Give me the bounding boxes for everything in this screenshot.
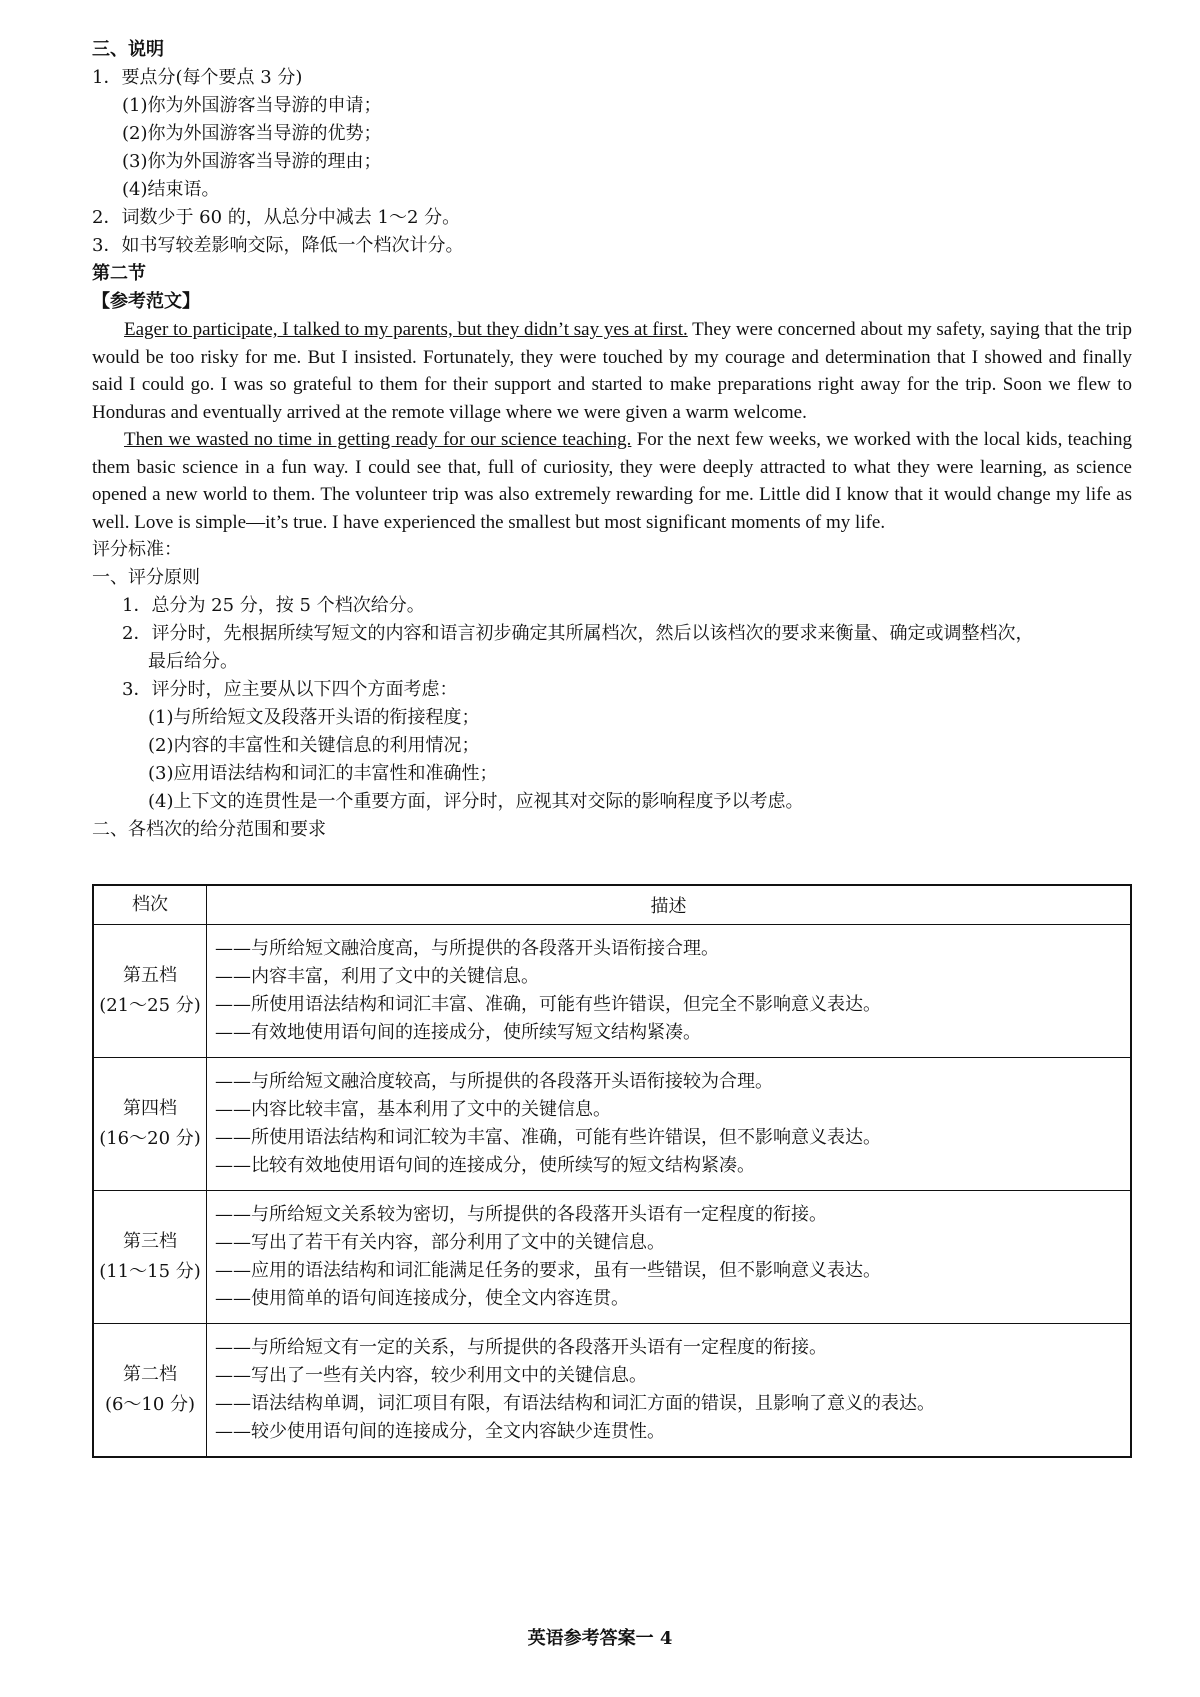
description-cell — [207, 925, 1132, 1058]
underlined-sentence: Eager to participate, I talked to my parents, but they didn’t say yes at first. — [124, 319, 688, 340]
section3-point1: 1．要点分(每个要点 3 分) — [92, 67, 303, 88]
description-line: ——与所给短文关系较为密切，与所提供的各段落开头语有一定程度的衔接。 — [215, 1204, 827, 1225]
section3-subpoint: (2)你为外国游客当导游的优势； — [122, 123, 382, 144]
level-cell — [93, 1058, 207, 1191]
section3-point3: 3．如书写较差影响交际，降低一个档次计分。 — [92, 235, 464, 256]
description-line: ——有效地使用语句间的连接成分，使所续写短文结构紧凑。 — [215, 1022, 701, 1043]
description-line: ——与所给短文有一定的关系，与所提供的各段落开头语有一定程度的衔接。 — [215, 1337, 827, 1358]
principle-3-item: (1)与所给短文及段落开头语的衔接程度； — [148, 707, 480, 728]
table-row — [93, 925, 1131, 1058]
description-line: ——与所给短文融洽度高，与所提供的各段落开头语衔接合理。 — [215, 938, 719, 959]
principle-3-item: (3)应用语法结构和词汇的丰富性和准确性； — [148, 763, 498, 784]
table-row — [93, 1058, 1131, 1191]
level-cell — [93, 1324, 207, 1458]
section3-subpoint: (3)你为外国游客当导游的理由； — [122, 151, 382, 172]
level-range: (16～20 分) — [99, 1128, 201, 1149]
description-cell — [207, 1324, 1132, 1458]
reference-paragraph-1 — [92, 316, 1132, 426]
page-footer: 英语参考答案一 4 — [527, 1628, 673, 1649]
table-header-row — [93, 885, 1131, 925]
description-line: ——应用的语法结构和词汇能满足任务的要求，虽有一些错误，但不影响意义表达。 — [215, 1260, 881, 1281]
section2-heading: 第二节 — [92, 263, 146, 284]
level-range: (11～15 分) — [99, 1261, 201, 1282]
description-line: ——所使用语法结构和词汇较为丰富、准确，可能有些许错误，但不影响意义表达。 — [215, 1127, 881, 1148]
level-name: 第二档 — [123, 1364, 177, 1385]
description-line: ——使用简单的语句间连接成分，使全文内容连贯。 — [215, 1288, 629, 1309]
level-name: 第三档 — [123, 1231, 177, 1252]
level-cell — [93, 925, 207, 1058]
paragraph-text: For the next few weeks, we worked with the local kids, teaching them basic science in a fun way. I could see that, full of curiosity, they were deeply attracted to what they were learning, as science opened a new world to them. The volunteer trip was also extremely rewarding for me. Little did I know that it would change my life as well. Love is simple—it’s true. I have experienced the smallest but most significant moments of my life. — [92, 429, 1132, 533]
section3-subpoint: (1)你为外国游客当导游的申请； — [122, 95, 382, 116]
principle-1: 1．总分为 25 分，按 5 个档次给分。 — [122, 595, 425, 616]
level-name: 第四档 — [123, 1098, 177, 1119]
description-line: ——写出了若干有关内容，部分利用了文中的关键信息。 — [215, 1232, 665, 1253]
level-name: 第五档 — [123, 965, 177, 986]
table-row — [93, 1324, 1131, 1458]
principles-heading: 一、评分原则 — [92, 567, 200, 588]
level-range: (6～10 分) — [104, 1394, 196, 1415]
table-row — [93, 1191, 1131, 1324]
section3-subpoint: (4)结束语。 — [122, 179, 220, 200]
answer-page — [92, 36, 1132, 844]
criteria-heading: 评分标准： — [92, 539, 182, 560]
principle-3: 3．评分时，应主要从以下四个方面考虑： — [122, 679, 458, 700]
underlined-sentence: Then we wasted no time in getting ready for our science teaching. — [124, 429, 632, 450]
section3-heading: 三、说明 — [92, 39, 164, 60]
grading-table — [92, 884, 1132, 1458]
description-cell — [207, 1058, 1132, 1191]
principle-3-item: (4)上下文的连贯性是一个重要方面，评分时，应视其对交际的影响程度予以考虑。 — [148, 791, 804, 812]
description-line: ——较少使用语句间的连接成分，全文内容缺少连贯性。 — [215, 1421, 665, 1442]
principle-2: 2．评分时，先根据所续写短文的内容和语言初步确定其所属档次，然后以该档次的要求来衡量、确定或调整档次， — [122, 623, 1034, 644]
description-line: ——内容比较丰富，基本利用了文中的关键信息。 — [215, 1099, 611, 1120]
section3-point2: 2．词数少于 60 的，从总分中减去 1～2 分。 — [92, 207, 461, 228]
header-level: 档次 — [93, 885, 207, 925]
principle-2-cont: 最后给分。 — [148, 651, 238, 672]
paragraph-text: They were concerned about my safety, saying that the trip would be too risky for me. But I insisted. Fortunately, they were touched by my courage and determination that I showed and finally said I could go. I was so grateful to them for their support and started to make preparations right away for the trip. Soon we flew to Honduras and eventually arrived at the remote village where we were given a warm welcome. — [92, 319, 1132, 423]
description-line: ——内容丰富，利用了文中的关键信息。 — [215, 966, 539, 987]
description-line: ——比较有效地使用语句间的连接成分，使所续写的短文结构紧凑。 — [215, 1155, 755, 1176]
description-line: ——写出了一些有关内容，较少利用文中的关键信息。 — [215, 1365, 647, 1386]
reference-heading: 【参考范文】 — [92, 291, 200, 312]
description-line: ——所使用语法结构和词汇丰富、准确，可能有些许错误，但完全不影响意义表达。 — [215, 994, 881, 1015]
reference-paragraph-2 — [92, 426, 1132, 536]
levels-heading: 二、各档次的给分范围和要求 — [92, 819, 326, 840]
description-line: ——与所给短文融洽度较高，与所提供的各段落开头语衔接较为合理。 — [215, 1071, 773, 1092]
level-cell — [93, 1191, 207, 1324]
header-description: 描述 — [207, 885, 1132, 925]
principle-3-item: (2)内容的丰富性和关键信息的利用情况； — [148, 735, 480, 756]
description-cell — [207, 1191, 1132, 1324]
level-range: (21～25 分) — [99, 995, 201, 1016]
description-line: ——语法结构单调，词汇项目有限，有语法结构和词汇方面的错误，且影响了意义的表达。 — [215, 1393, 935, 1414]
